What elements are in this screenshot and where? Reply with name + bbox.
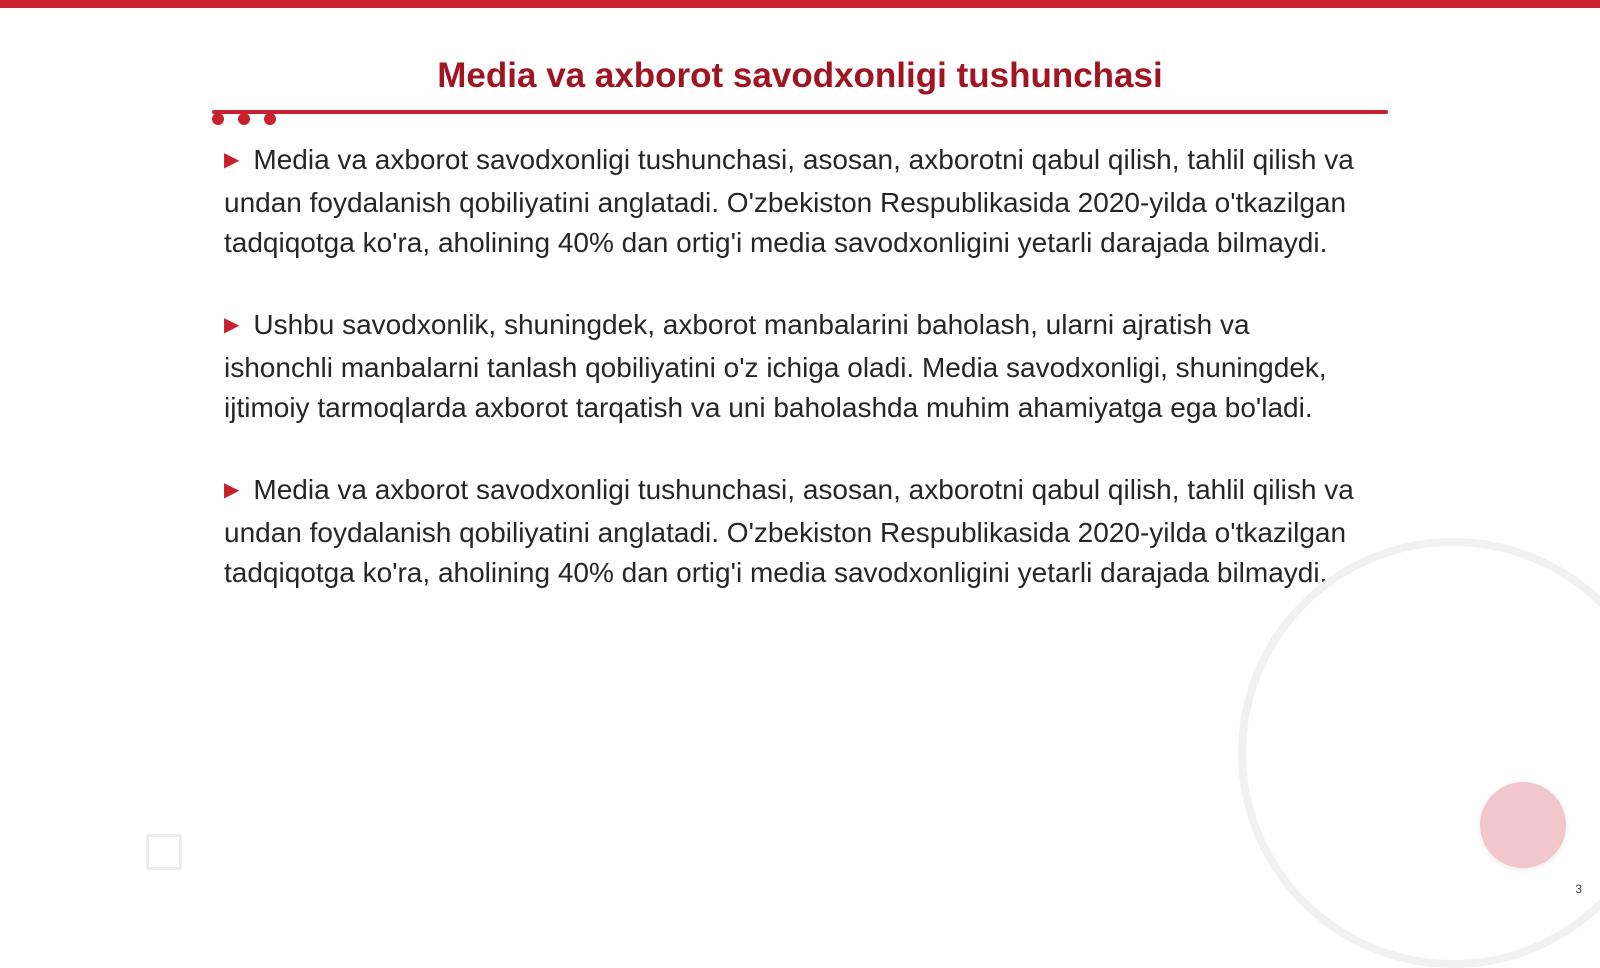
triangle-right-icon: ▶ — [224, 149, 240, 171]
bullet-item — [224, 140, 1354, 263]
triangle-right-icon: ▶ — [224, 479, 240, 501]
triangle-right-icon: ▶ — [224, 314, 240, 336]
slide-content — [224, 140, 1354, 635]
decor-square — [146, 834, 182, 870]
decor-pink-circle — [1480, 782, 1566, 868]
bullet-item — [224, 470, 1354, 593]
title-underline — [212, 110, 1388, 114]
slide-title: Media va axborot savodxonligi tushunchasi — [437, 56, 1163, 95]
bullet-item — [224, 305, 1354, 428]
bullet-text: Ushbu savodxonlik, shuningdek, axborot manbalarini baholash, ularni ajratish va ishonchli manbalarni tanlash qobiliyatini o'z ichiga oladi. Media savodxonligi, shuningdek, ijtimoiy tarmoqlarda axborot tarqatish va uni baholashda muhim ahamiyatga ega bo'ladi. — [224, 309, 1327, 423]
decor-dot — [264, 113, 276, 125]
top-accent-bar — [0, 0, 1600, 8]
bullet-text: Media va axborot savodxonligi tushunchasi, asosan, axborotni qabul qilish, tahlil qilish va undan foydalanish qobiliyatini anglatadi. O'zbekiston Respublikasida 2020-yilda o'tkazilgan tadqiqotga ko'ra, aholining 40% dan ortig'i media savodxonligini yetarli darajada bilmaydi. — [224, 474, 1354, 588]
bullet-text: Media va axborot savodxonligi tushunchasi, asosan, axborotni qabul qilish, tahlil qilish va undan foydalanish qobiliyatini anglatadi. O'zbekiston Respublikasida 2020-yilda o'tkazilgan tadqiqotga ko'ra, aholining 40% dan ortig'i media savodxonligini yetarli darajada bilmaydi. — [224, 144, 1354, 258]
decor-dot — [212, 113, 224, 125]
decor-dot — [238, 113, 250, 125]
page-number: 3 — [1575, 882, 1582, 896]
